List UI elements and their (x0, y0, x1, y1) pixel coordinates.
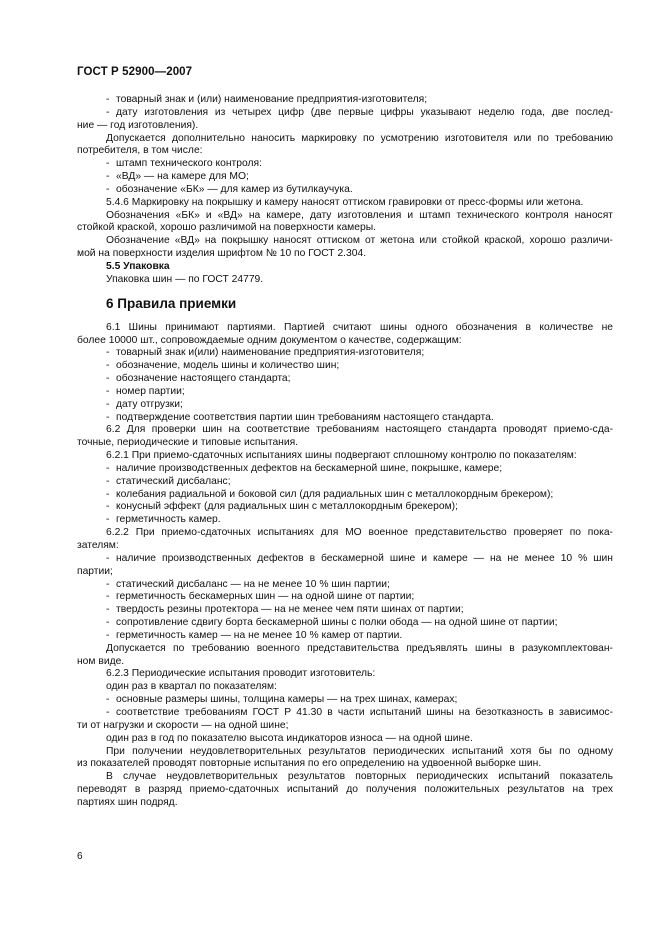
list-item (77, 347, 613, 360)
continuation-line: партии; (77, 565, 113, 577)
list-item (77, 514, 613, 527)
list-item-text: обозначение настоящего стандарта; (116, 373, 291, 385)
list-item (77, 158, 613, 171)
list-item-text: сопротивление сдвигу борта бескамерной шины с полки обода — на одной шине от партии; (116, 617, 558, 629)
list-item-text: товарный знак и (или) наименование предприятия-изготовителя; (116, 94, 428, 105)
list-dash: - (106, 488, 110, 500)
list-item-text: наличие производственных дефектов в бескамерной шине и камере — на не менее 10 % шин (116, 552, 613, 564)
list-item (77, 476, 613, 489)
paragraph-line: Обозначение «ВД» на покрышку наносят оттиском от жетона или стойкой краской, хорошо различи- (106, 235, 613, 247)
list-item-text: подтверждение соответствия партии шин требованиям настоящего стандарта. (116, 411, 494, 423)
list-item (77, 171, 613, 184)
list-item-text: герметичность камер. (116, 514, 221, 526)
section-heading: 6 Правила приемки (106, 295, 237, 311)
list-item (77, 373, 613, 386)
list-item-text: колебания радиальной и боковой сил (для радиальных шин с металлокордным брекером); (116, 488, 554, 500)
continuation-line: ном виде. (77, 655, 125, 667)
continuation-line: более 10000 шт., сопровождаемые одним документом о качестве, содержащим: (77, 334, 462, 346)
list-item (77, 630, 613, 643)
paragraph-line: Допускается по требованию военного представительства предъявлять шины в разукомплектован- (106, 642, 613, 654)
continuation-line: переводят в разряд приемо-сдаточных испытаний до получения положительных результатов на трех (77, 784, 613, 796)
list-dash: - (106, 706, 110, 718)
list-dash: - (106, 385, 110, 397)
list-dash: - (106, 578, 110, 590)
list-dash: - (106, 411, 110, 423)
list-item (77, 617, 613, 630)
list-item (77, 591, 613, 604)
list-item (77, 707, 613, 720)
list-item-text: «ВД» — на камере для МО; (116, 171, 249, 183)
continuation-line: точные, периодические и типовые испытания. (77, 437, 299, 449)
list-dash: - (106, 373, 110, 385)
paragraph-line: 6.2.3 Периодические испытания проводит изготовитель: (106, 668, 376, 680)
continuation-line: ние — год изготовления). (77, 119, 199, 131)
list-item-text: конусный эффект (для радиальных шин с металлокордным брекером); (116, 501, 458, 513)
paragraph-line: 6.2 Для проверки шин на соответствие требованиям настоящего стандарта проводят приемо-сда- (106, 424, 613, 436)
continuation-line: ти от нагрузки и скорости — на одной шине; (77, 719, 289, 731)
paragraph-line: При получении неудовлетворительных результатов периодических испытаний хотя бы по одному (106, 745, 613, 757)
list-item-text: статический дисбаланс — на не менее 10 % шин партии; (116, 578, 390, 590)
list-dash: - (106, 360, 110, 372)
list-dash: - (106, 501, 110, 513)
list-item (77, 360, 613, 373)
page-number: 6 (77, 851, 83, 862)
paragraph-line: Обозначения «БК» и «ВД» на камере, дату изготовления и штамп технического контроля наносят (106, 209, 613, 221)
list-item (77, 604, 613, 617)
paragraph-line: В случае неудовлетворительных результатов повторных периодических испытаний показатель (106, 771, 613, 783)
list-item (77, 94, 613, 107)
list-item (77, 489, 613, 502)
subsection-heading: 5.5 Упаковка (106, 260, 170, 272)
paragraph-line: Упаковка шин — по ГОСТ 24779. (106, 273, 264, 285)
list-item-text: товарный знак и(или) наименование предприятия-изготовителя; (116, 347, 425, 359)
continuation-line: зателям: (77, 540, 119, 551)
list-item (77, 579, 613, 592)
paragraph-line: один раз в квартал по показателям: (106, 681, 277, 693)
paragraph-line: 6.2.2 При приемо-сдаточных испытаниях для МО военное представительство проверяет по пока- (106, 527, 613, 539)
list-item (77, 386, 613, 399)
list-item-text: соответствие требованиям ГОСТ Р 41.30 в части испытаний шины на безотказность в зависимос- (116, 706, 613, 718)
list-item-text: основные размеры шины, толщина камеры — на трех шинах, камерах; (116, 694, 458, 706)
list-item (77, 107, 613, 120)
list-item (77, 694, 613, 707)
list-item-text: твердость резины протектора — на не менее чем пяти шинах от партии; (116, 604, 464, 616)
list-dash: - (106, 347, 110, 359)
list-dash: - (106, 94, 110, 105)
continuation-line: стойкой краской, хорошо различимой на поверхности камеры. (77, 222, 376, 234)
list-dash: - (106, 694, 110, 706)
list-item-text: статический дисбаланс; (116, 475, 231, 487)
list-dash: - (106, 171, 110, 183)
list-dash: - (106, 604, 110, 616)
list-item-text: штамп технического контроля: (116, 158, 262, 170)
paragraph-line: Допускается дополнительно наносить маркировку по усмотрению изготовителя или по требованию (106, 132, 613, 144)
paragraph-line: 5.4.6 Маркировку на покрышку и камеру наносят оттиском гравировки от пресс-формы или жетона. (106, 196, 584, 208)
list-dash: - (106, 552, 110, 564)
list-dash: - (106, 629, 110, 641)
list-dash: - (106, 462, 110, 474)
list-item-text: герметичность бескамерных шин — на одной шине от партии; (116, 591, 415, 603)
document-body (77, 94, 613, 810)
list-dash: - (106, 591, 110, 603)
continuation-line: мой на поверхности изделия шрифтом № 10 по ГОСТ 2.304. (77, 248, 367, 260)
list-dash: - (106, 617, 110, 629)
list-item (77, 553, 613, 566)
list-dash: - (106, 106, 110, 118)
list-item (77, 501, 613, 514)
list-dash: - (106, 475, 110, 487)
list-dash: - (106, 183, 110, 195)
list-item-text: дату изготовления из четырех цифр (две первые цифры указывают неделю года, две послед- (116, 106, 613, 118)
paragraph-line: 6.2.1 При приемо-сдаточных испытаниях шины подвергают сплошному контролю по показателям: (106, 450, 577, 462)
continuation-line: партиях шин подряд. (77, 796, 178, 808)
list-item-text: обозначение, модель шины и количество шин; (116, 360, 340, 372)
list-item (77, 399, 613, 412)
list-item-text: номер партии; (116, 385, 185, 397)
standard-header: ГОСТ Р 52900—2007 (77, 66, 193, 78)
paragraph-line: один раз в год по показателю высота индикаторов износа — на одной шине. (106, 732, 473, 744)
continuation-line: из показателей проводят повторные испытания по его определению на удвоенной выборке шин. (77, 758, 542, 770)
list-item (77, 463, 613, 476)
paragraph-line: 6.1 Шины принимают партиями. Партией считают шины одного обозначения в количестве не (106, 321, 613, 333)
list-item (77, 184, 613, 197)
list-item-text: дату отгрузки; (116, 398, 183, 410)
list-dash: - (106, 514, 110, 526)
continuation-line: потребителя, в том числе: (77, 145, 203, 157)
list-dash: - (106, 158, 110, 170)
list-dash: - (106, 398, 110, 410)
list-item-text: наличие производственных дефектов на бескамерной шине, покрышке, камере; (116, 462, 503, 474)
list-item-text: обозначение «БК» — для камер из бутилкаучука. (116, 183, 353, 195)
list-item-text: герметичность камер — на не менее 10 % камер от партии. (116, 629, 403, 641)
list-item (77, 412, 613, 425)
